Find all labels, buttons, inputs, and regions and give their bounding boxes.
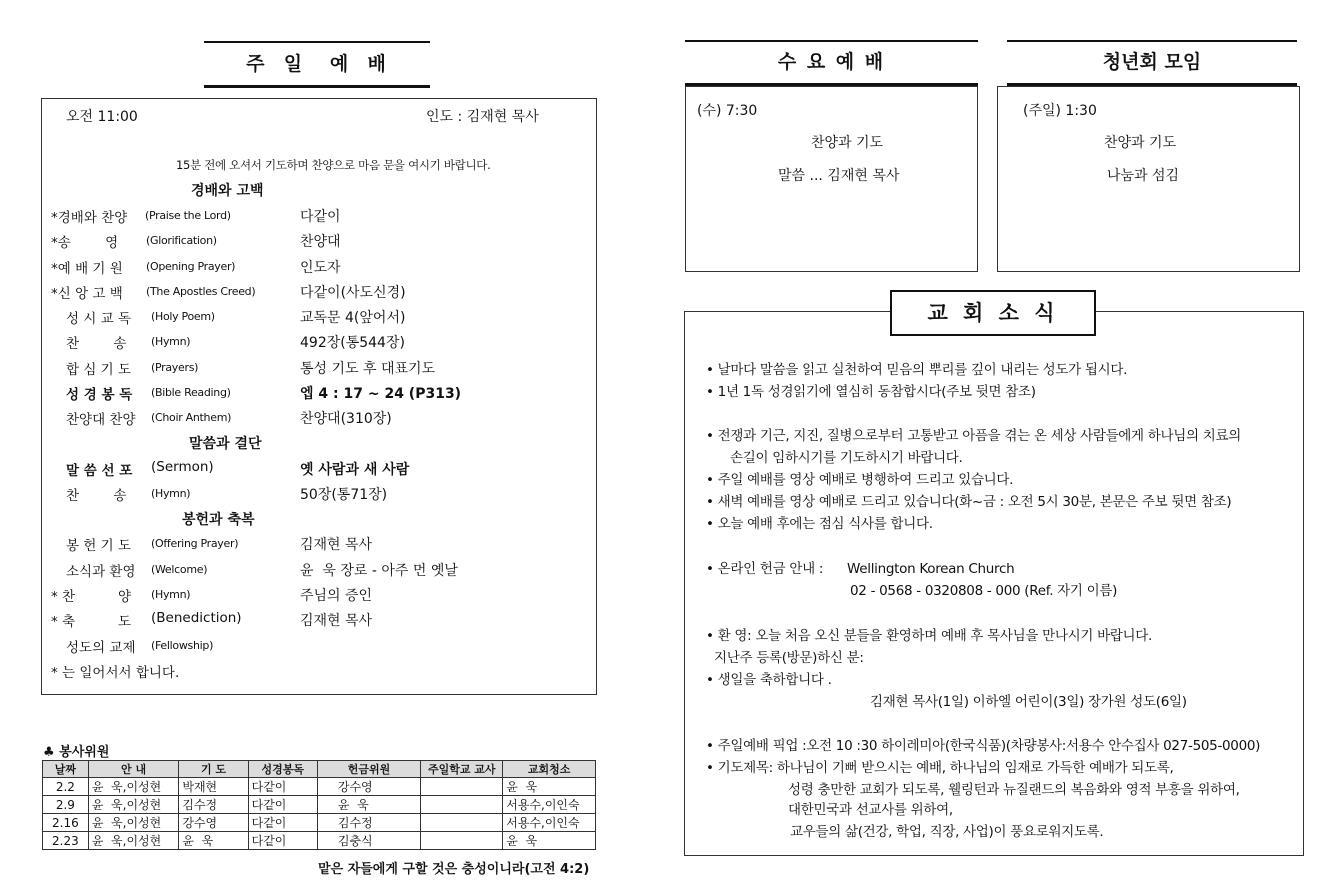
table-cell: 2.23: [43, 832, 89, 850]
news-title: 교 회 소 식: [890, 290, 1096, 336]
news-line: • 환 영: 오늘 처음 오신 분들을 환영하며 예배 후 목사님을 만나시기 바랍니다.: [706, 628, 1153, 644]
table-row: [43, 814, 596, 832]
order-english: (Fellowship): [151, 639, 214, 652]
order-label: 봉 헌 기 도: [66, 538, 132, 554]
table-cell: 서용수,이인숙: [503, 814, 596, 832]
order-value: 찬양대(310장): [300, 411, 392, 427]
order-english: (Choir Anthem): [151, 411, 232, 424]
table-cell: 윤 욱: [503, 778, 596, 796]
table-row: [43, 796, 596, 814]
table-cell: 윤 욱: [317, 796, 420, 814]
table-cell: 윤 욱,이성현: [88, 814, 179, 832]
table-cell: 다같이: [248, 796, 317, 814]
order-value: 엡 4 : 17 ~ 24 (P313): [300, 386, 462, 402]
order-label: 성 시 교 독: [66, 311, 132, 327]
table-cell: 2.2: [43, 778, 89, 796]
news-line: • 전쟁과 기근, 지진, 질병으로부터 고통받고 아픔을 겪는 온 세상 사람들에게 하나님의 치료의: [706, 428, 1241, 444]
table-row: [43, 778, 596, 796]
youth-title: 청년회 모임: [1007, 40, 1297, 86]
order-english: (Welcome): [151, 563, 208, 576]
volunteers-table: [42, 760, 596, 850]
col-prayer: 기 도: [179, 761, 248, 778]
wednesday-time: (수) 7:30: [697, 103, 758, 119]
table-cell: [421, 796, 503, 814]
col-sunday-school: 주일학교 교사: [421, 761, 503, 778]
order-label: 소식과 환영: [66, 564, 136, 580]
order-label: * 찬 양: [51, 589, 132, 605]
news-line: • 생일을 축하합니다 .: [706, 672, 832, 688]
order-label: *예 배 기 원: [51, 261, 123, 277]
news-line: 02 - 0568 - 0320808 - 000 (Ref. 자기 이름): [850, 583, 1118, 599]
order-value: 50장(통71장): [300, 487, 388, 503]
service-leader: 인도 : 김재현 목사: [426, 109, 539, 125]
table-cell: 다같이: [248, 814, 317, 832]
news-line: • 새벽 예배를 영상 예배로 드리고 있습니다(화~금 : 오전 5시 30분, 본문은 주보 뒷면 참조): [706, 494, 1232, 510]
news-line: 대한민국과 선교사를 위하여,: [788, 802, 953, 818]
section-heading-word: 말씀과 결단: [189, 436, 262, 452]
order-english: (Hymn): [151, 335, 191, 348]
order-english: (Glorification): [146, 234, 217, 247]
order-label: 찬양대 찬양: [66, 412, 136, 428]
table-cell: 2.16: [43, 814, 89, 832]
news-line: 교우들의 삶(건강, 학업, 직장, 사업)이 풍요로워지도록.: [790, 824, 1104, 840]
table-cell: 윤 욱: [503, 832, 596, 850]
table-cell: 다같이: [248, 832, 317, 850]
section-heading-offering: 봉헌과 축복: [182, 512, 255, 528]
sunday-title: 주 일 예 배: [204, 41, 430, 88]
order-value: 다같이(사도신경): [300, 285, 406, 301]
order-value: 인도자: [300, 260, 341, 276]
col-cleaning: 교회청소: [503, 761, 596, 778]
order-value: 찬양대: [300, 234, 341, 250]
news-line: 성령 충만한 교회가 되도록, 웰링턴과 뉴질랜드의 복음화와 영적 부흥을 위하여,: [788, 782, 1240, 798]
youth-line1: 찬양과 기도: [1104, 135, 1177, 151]
table-cell: 2.9: [43, 796, 89, 814]
news-line: 김재현 목사(1일) 이하엘 어린이(3일) 장가원 성도(6일): [870, 694, 1187, 710]
section-heading-worship: 경배와 고백: [191, 183, 264, 199]
order-label: 성 경 봉 독: [66, 387, 133, 403]
news-line: • 주일 예배를 영상 예배로 병행하여 드리고 있습니다.: [706, 472, 1014, 488]
wednesday-line1: 찬양과 기도: [811, 135, 884, 151]
order-label: 찬 송: [66, 488, 127, 504]
table-cell: 윤 욱,이성현: [88, 778, 179, 796]
wednesday-line2: 말씀 ... 김재현 목사: [778, 168, 900, 184]
order-label: 성도의 교제: [66, 640, 136, 656]
order-english: (The Apostles Creed): [146, 285, 256, 298]
order-label: * 축 도: [51, 614, 132, 630]
table-cell: [421, 814, 503, 832]
news-line: • 오늘 예배 후에는 점심 식사를 합니다.: [706, 516, 933, 532]
table-cell: [421, 832, 503, 850]
news-line: 손길이 임하시기를 기도하시기 바랍니다.: [722, 450, 963, 466]
order-english: (Sermon): [151, 459, 214, 475]
wednesday-title: 수 요 예 배: [685, 40, 978, 86]
verse-footer: 맡은 자들에게 구할 것은 충성이니라(고전 4:2): [318, 862, 590, 877]
news-line: • 기도제목: 하나님이 기뻐 받으시는 예배, 하나님의 임재로 가득한 예배가 되도록,: [706, 760, 1174, 776]
order-label: 말 씀 선 포: [66, 463, 133, 479]
order-english: (Opening Prayer): [146, 260, 236, 273]
col-reading: 성경봉독: [248, 761, 317, 778]
youth-line2: 나눔과 섬김: [1107, 168, 1180, 184]
table-cell: [421, 778, 503, 796]
table-cell: 강수영: [179, 814, 248, 832]
order-label: *신 앙 고 백: [51, 286, 123, 302]
news-line: • 온라인 헌금 안내 : Wellington Korean Church: [706, 561, 1015, 577]
order-value: 통성 기도 후 대표기도: [300, 361, 436, 377]
order-value: 492장(통544장): [300, 335, 405, 351]
col-date: 날짜: [43, 761, 89, 778]
table-cell: 서용수,이인숙: [503, 796, 596, 814]
order-english: (Benediction): [151, 610, 242, 626]
table-cell: 김충식: [317, 832, 420, 850]
order-english: (Praise the Lord): [145, 209, 231, 222]
order-value: 다같이: [300, 209, 341, 225]
order-english: (Holy Poem): [151, 310, 215, 323]
order-english: (Prayers): [151, 361, 199, 374]
news-line: • 주일예배 픽업 :오전 10 :30 하이레미아(한국식품)(차량봉사:서용수 안수집사 027-505-0000): [706, 738, 1261, 754]
order-label: 찬 송: [66, 336, 127, 352]
order-label: *송 영: [51, 235, 119, 251]
col-usher: 안 내: [88, 761, 179, 778]
table-cell: 윤 욱,이성현: [88, 796, 179, 814]
order-english: (Hymn): [151, 588, 191, 601]
table-header-row: [43, 761, 596, 778]
table-cell: 강수영: [317, 778, 420, 796]
news-line: • 날마다 말씀을 읽고 실천하여 믿음의 뿌리를 깊이 내리는 성도가 됩시다.: [706, 362, 1128, 378]
table-cell: 박재현: [179, 778, 248, 796]
order-english: (Offering Prayer): [151, 537, 239, 550]
youth-time: (주일) 1:30: [1023, 103, 1097, 119]
news-line: • 1년 1독 성경읽기에 열심히 동참합시다(주보 뒷면 참조): [706, 384, 1036, 400]
order-value: 김재현 목사: [300, 537, 373, 553]
table-cell: 윤 욱: [179, 832, 248, 850]
service-time: 오전 11:00: [66, 109, 138, 125]
order-value: 윤 욱 장로 - 아주 먼 옛날: [300, 563, 458, 579]
col-offering: 헌금위원: [317, 761, 420, 778]
standing-footnote: * 는 일어서서 합니다.: [51, 665, 180, 681]
order-value: 교독문 4(앞어서): [300, 310, 406, 326]
order-english: (Hymn): [151, 487, 191, 500]
order-label: 합 심 기 도: [66, 362, 132, 378]
table-cell: 김수정: [179, 796, 248, 814]
order-value: 옛 사람과 새 사람: [300, 462, 410, 478]
volunteers-title: ♣ 봉사위원: [43, 745, 110, 760]
table-row: [43, 832, 596, 850]
order-value: 김재현 목사: [300, 613, 373, 629]
table-cell: 김수정: [317, 814, 420, 832]
order-label: *경배와 찬양: [51, 210, 128, 226]
news-line: 지난주 등록(방문)하신 분:: [714, 650, 864, 666]
order-english: (Bible Reading): [151, 386, 231, 399]
order-value: 주님의 증인: [300, 588, 373, 604]
table-cell: 윤 욱,이성현: [88, 832, 179, 850]
sunday-notice: 15분 전에 오셔서 기도하며 찬양으로 마음 문을 여시기 바랍니다.: [176, 158, 491, 172]
table-cell: 다같이: [248, 778, 317, 796]
